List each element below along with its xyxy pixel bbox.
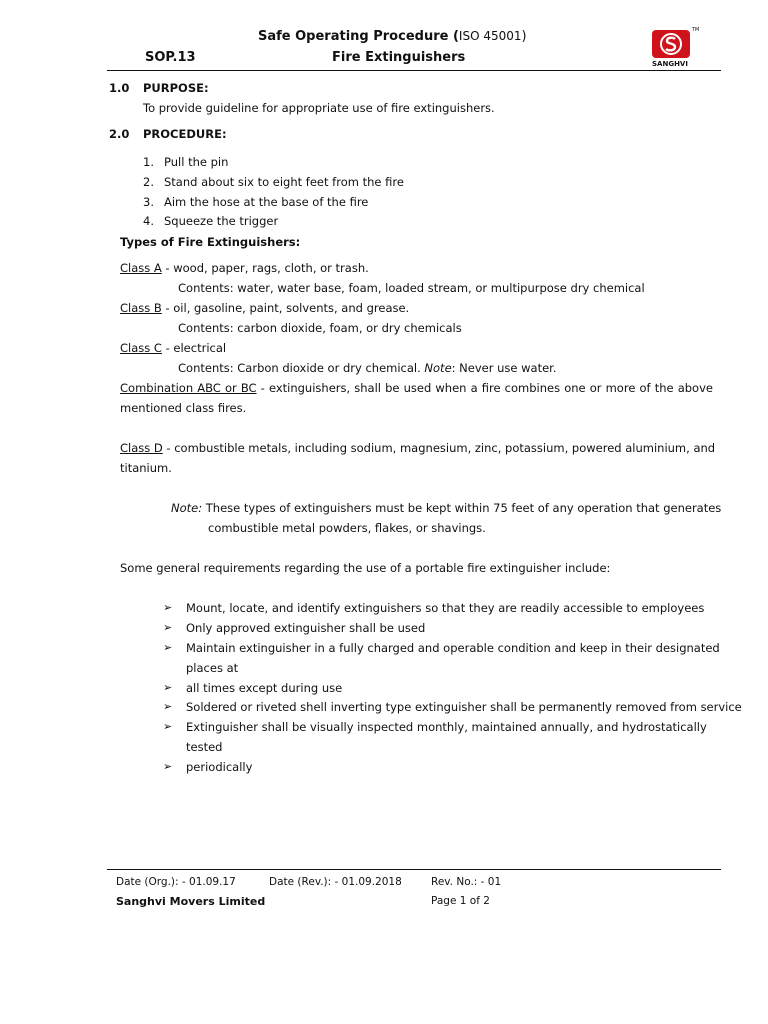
trademark-mark: TM xyxy=(692,27,700,33)
step-text: Aim the hose at the base of the fire xyxy=(164,195,369,209)
requirement-item: Only approved extinguisher shall be used xyxy=(186,621,426,635)
class-d-line-2: titanium. xyxy=(120,461,172,475)
types-heading: Types of Fire Extinguishers: xyxy=(120,235,301,249)
bullet-arrow-icon: ➢ xyxy=(163,621,173,634)
iso-standard: ISO 45001 xyxy=(458,29,522,43)
class-b-line: Class B - oil, gasoline, paint, solvents, and grease. xyxy=(120,301,410,315)
combination-line-2: mentioned class fires. xyxy=(120,401,247,415)
footer-divider xyxy=(107,869,721,870)
note-line: Note: These types of extinguishers must be kept within 75 feet of any operation that generates xyxy=(171,501,722,515)
step-number: 4. xyxy=(143,214,154,228)
section-number-purpose: 1.0 xyxy=(109,81,130,95)
document-title: Safe Operating Procedure (ISO 45001) xyxy=(258,29,527,44)
requirement-item: all times except during use xyxy=(186,681,343,695)
purpose-heading: PURPOSE: xyxy=(143,81,209,95)
class-b-label: Class B xyxy=(120,301,162,315)
note-label: Note: xyxy=(171,501,203,515)
logo-wordmark: SANGHVI xyxy=(652,60,688,68)
combination-label: Combination ABC or BC xyxy=(120,381,257,395)
section-number-procedure: 2.0 xyxy=(109,127,130,141)
class-b-contents: Contents: carbon dioxide, foam, or dry chemicals xyxy=(178,321,462,335)
bullet-arrow-icon: ➢ xyxy=(163,681,173,694)
header-divider xyxy=(107,70,721,71)
page-number: Page 1 of 2 xyxy=(431,895,490,907)
requirement-item-continuation: tested xyxy=(186,740,223,754)
step-text: Pull the pin xyxy=(164,155,229,169)
bullet-arrow-icon: ➢ xyxy=(163,641,173,654)
date-original: Date (Org.): - 01.09.17 xyxy=(116,876,236,888)
logo-mark xyxy=(652,30,690,58)
requirement-item: periodically xyxy=(186,760,253,774)
bullet-arrow-icon: ➢ xyxy=(163,720,173,733)
date-revised: Date (Rev.): - 01.09.2018 xyxy=(269,876,402,888)
bullet-arrow-icon: ➢ xyxy=(163,700,173,713)
note-line-2: combustible metal powders, flakes, or shavings. xyxy=(208,521,486,535)
revision-number: Rev. No.: - 01 xyxy=(431,876,502,888)
step-number: 1. xyxy=(143,155,154,169)
requirements-intro: Some general requirements regarding the use of a portable fire extinguisher include: xyxy=(120,561,611,575)
bullet-arrow-icon: ➢ xyxy=(163,760,173,773)
requirement-item: Extinguisher shall be visually inspected monthly, maintained annually, and hydrostatically xyxy=(186,720,707,734)
class-a-line: Class A - wood, paper, rags, cloth, or trash. xyxy=(120,261,369,275)
class-c-contents: Contents: Carbon dioxide or dry chemical. Note: Never use water. xyxy=(178,361,557,375)
step-number: 3. xyxy=(143,195,154,209)
class-a-label: Class A xyxy=(120,261,162,275)
purpose-text: To provide guideline for appropriate use of fire extinguishers. xyxy=(143,101,495,115)
logo-s-icon xyxy=(652,30,690,58)
step-text: Stand about six to eight feet from the fire xyxy=(164,175,404,189)
class-c-line: Class C - electrical xyxy=(120,341,227,355)
requirement-item-continuation: places at xyxy=(186,661,239,675)
class-d-label: Class D xyxy=(120,441,163,455)
sop-number: SOP.13 xyxy=(145,50,196,65)
class-a-contents: Contents: water, water base, foam, loaded stream, or multipurpose dry chemical xyxy=(178,281,645,295)
step-number: 2. xyxy=(143,175,154,189)
requirement-item: Maintain extinguisher in a fully charged and operable condition and keep in their designated xyxy=(186,641,720,655)
company-name: Sanghvi Movers Limited xyxy=(116,895,266,908)
combination-line: Combination ABC or BC - extinguishers, shall be used when a fire combines one or more of the above xyxy=(120,381,713,395)
bullet-arrow-icon: ➢ xyxy=(163,601,173,614)
class-d-line: Class D - combustible metals, including sodium, magnesium, zinc, potassium, powered aluminium, and xyxy=(120,441,716,455)
procedure-heading: PROCEDURE: xyxy=(143,127,227,141)
requirement-item: Mount, locate, and identify extinguishers so that they are readily accessible to employees xyxy=(186,601,705,615)
step-text: Squeeze the trigger xyxy=(164,214,279,228)
document-subtitle: Fire Extinguishers xyxy=(332,50,466,65)
requirement-item: Soldered or riveted shell inverting type extinguisher shall be permanently removed from service xyxy=(186,700,742,714)
class-c-label: Class C xyxy=(120,341,162,355)
